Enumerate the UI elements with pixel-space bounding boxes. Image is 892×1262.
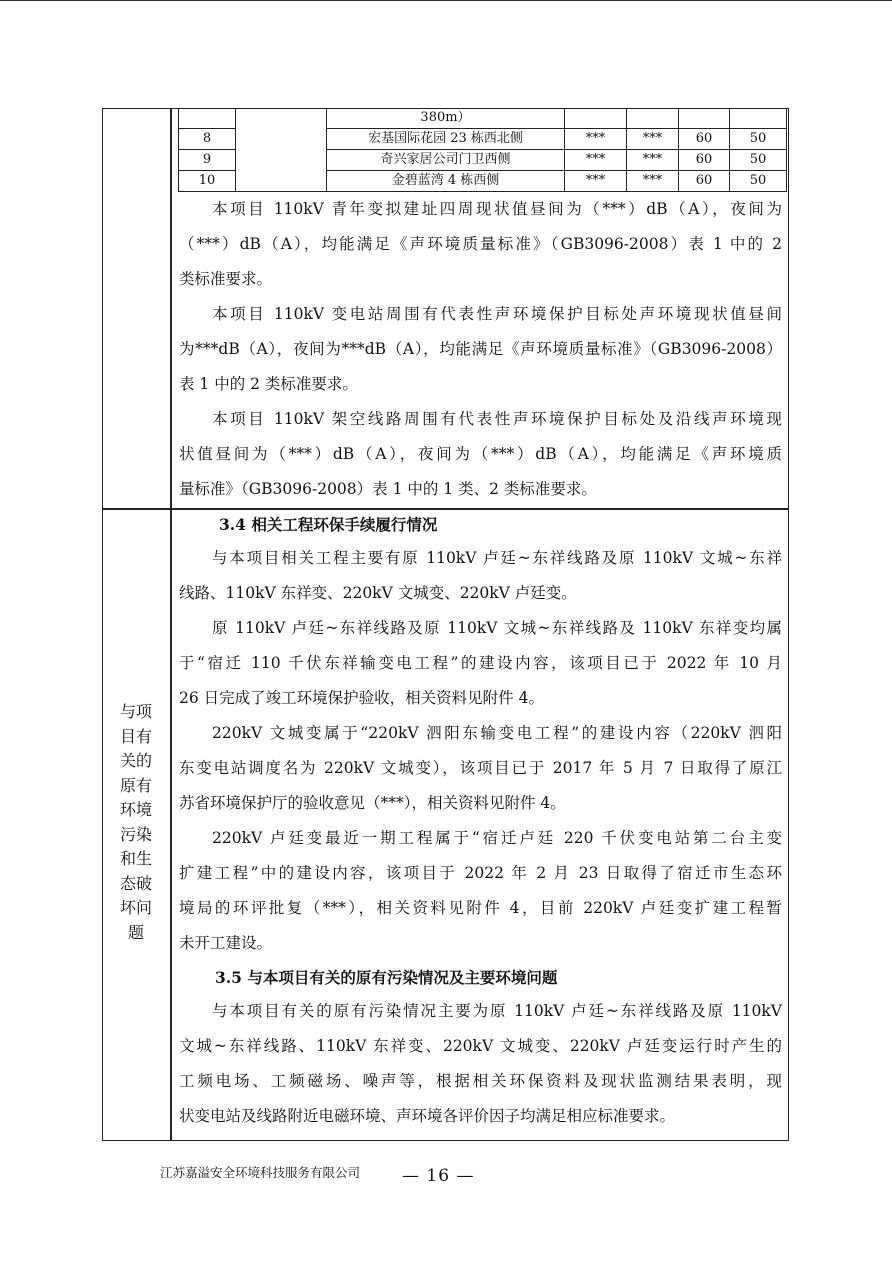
cell-name: 380m）	[327, 108, 565, 129]
paragraph-noise-substation: 本项目 110kV 变电站周围有代表性声环境保护目标处声环境现状值昼间 为***dB（A），夜间为***dB（A），均能满足《声环境质量标准》（GB3096-2008） 表 1 中的 2 类标准要求。	[179, 305, 782, 393]
page-number: — 16 —	[402, 1166, 475, 1186]
top-rule	[0, 0, 892, 1]
cell-std-night: 50	[730, 150, 787, 171]
cell-night: ***	[627, 150, 679, 171]
table-row	[179, 108, 787, 129]
paragraph-existing-pollution: 与本项目有关的原有污染情况主要为原 110kV 卢廷~东祥线路及原 110kV 文城~东祥线路、110kV 东祥变、220kV 文城变、220kV 卢廷变运行时产生的 工频电场、工频磁场、噪声等，根据相关环保资料及现状监测结果表明，现 状变电站及线路附近电磁环境、声环境各评价因子均满足相应标准要求。	[179, 1002, 782, 1125]
cell-no: 10	[179, 171, 236, 192]
footer-company: 江苏嘉溢安全环境科技服务有限公司	[160, 1165, 361, 1180]
paragraph-wencheng: 220kV 文城变属于“220kV 泗阳东输变电工程”的建设内容（220kV 泗阳 东变电站调度名为 220kV 文城变），该项目已于 2017 年 5 月 7 日取得了原江 苏省环境保护厅的验收意见（***），相关资料见附件 4。	[179, 724, 782, 812]
cell-no: 9	[179, 150, 236, 171]
cell-name: 奇兴家居公司门卫西侧	[327, 150, 565, 171]
cell-name: 金碧蓝湾 4 栋西侧	[327, 171, 565, 192]
paragraph-noise-line: 本项目 110kV 架空线路周围有代表性声环境保护目标处及沿线声环境现 状值昼间为（***）dB（A），夜间为（***）dB（A），均能满足《声环境质 量标准》（GB3096-2008）表 1 中的 1 类、2 类标准要求。	[179, 410, 782, 498]
paragraph-luting: 220kV 卢廷变最近一期工程属于“宿迁卢廷 220 千伏变电站第二台主变 扩建工程”中的建设内容，该项目于 2022 年 2 月 23 日取得了宿迁市生态环 境局的环评批复（***），相关资料见附件 4，目前 220kV 卢廷变扩建工程暂 未开工建设。	[179, 829, 782, 952]
heading-3-4: 3.4 相关工程环保手续履行情况	[219, 515, 438, 534]
cell-night: ***	[627, 171, 679, 192]
cell-std-day: 60	[679, 171, 730, 192]
cell-std-day: 60	[679, 150, 730, 171]
paragraph-related-projects: 与本项目相关工程主要有原 110kV 卢廷~东祥线路及原 110kV 文城~东祥 线路、110kV 东祥变、220kV 文城变、220kV 卢廷变。	[179, 549, 782, 602]
paragraph-dongxiang: 原 110kV 卢廷~东祥线路及原 110kV 文城~东祥线路及 110kV 东祥变均属 于“宿迁 110 千伏东祥输变电工程”的建设内容，该项目已于 2022 年 10 月 26 日完成了竣工环境保护验收，相关资料见附件 4。	[179, 619, 782, 707]
cell-name: 宏基国际花园 23 栋西北侧	[327, 129, 565, 150]
column-divider	[170, 108, 172, 1141]
cell-no: 8	[179, 129, 236, 150]
cell-night: ***	[627, 129, 679, 150]
cell-day: ***	[565, 150, 627, 171]
cell-std-day: 60	[679, 129, 730, 150]
row-divider	[102, 508, 789, 510]
monitoring-table	[178, 108, 787, 192]
section-side-label: 与项 目有 关的 原有 环境 污染 和生 态破 坏问 题	[119, 702, 152, 942]
cell-day: ***	[565, 171, 627, 192]
heading-3-5: 3.5 与本项目有关的原有污染情况及主要环境问题	[215, 968, 558, 987]
cell-std-night: 50	[730, 129, 787, 150]
cell-std-night: 50	[730, 171, 787, 192]
cell-day: ***	[565, 129, 627, 150]
paragraph-noise-site: 本项目 110kV 青年变拟建址四周现状值昼间为（***）dB（A），夜间为 （***）dB（A），均能满足《声环境质量标准》（GB3096-2008）表 1 中的 2 类标准要求。	[179, 200, 782, 288]
